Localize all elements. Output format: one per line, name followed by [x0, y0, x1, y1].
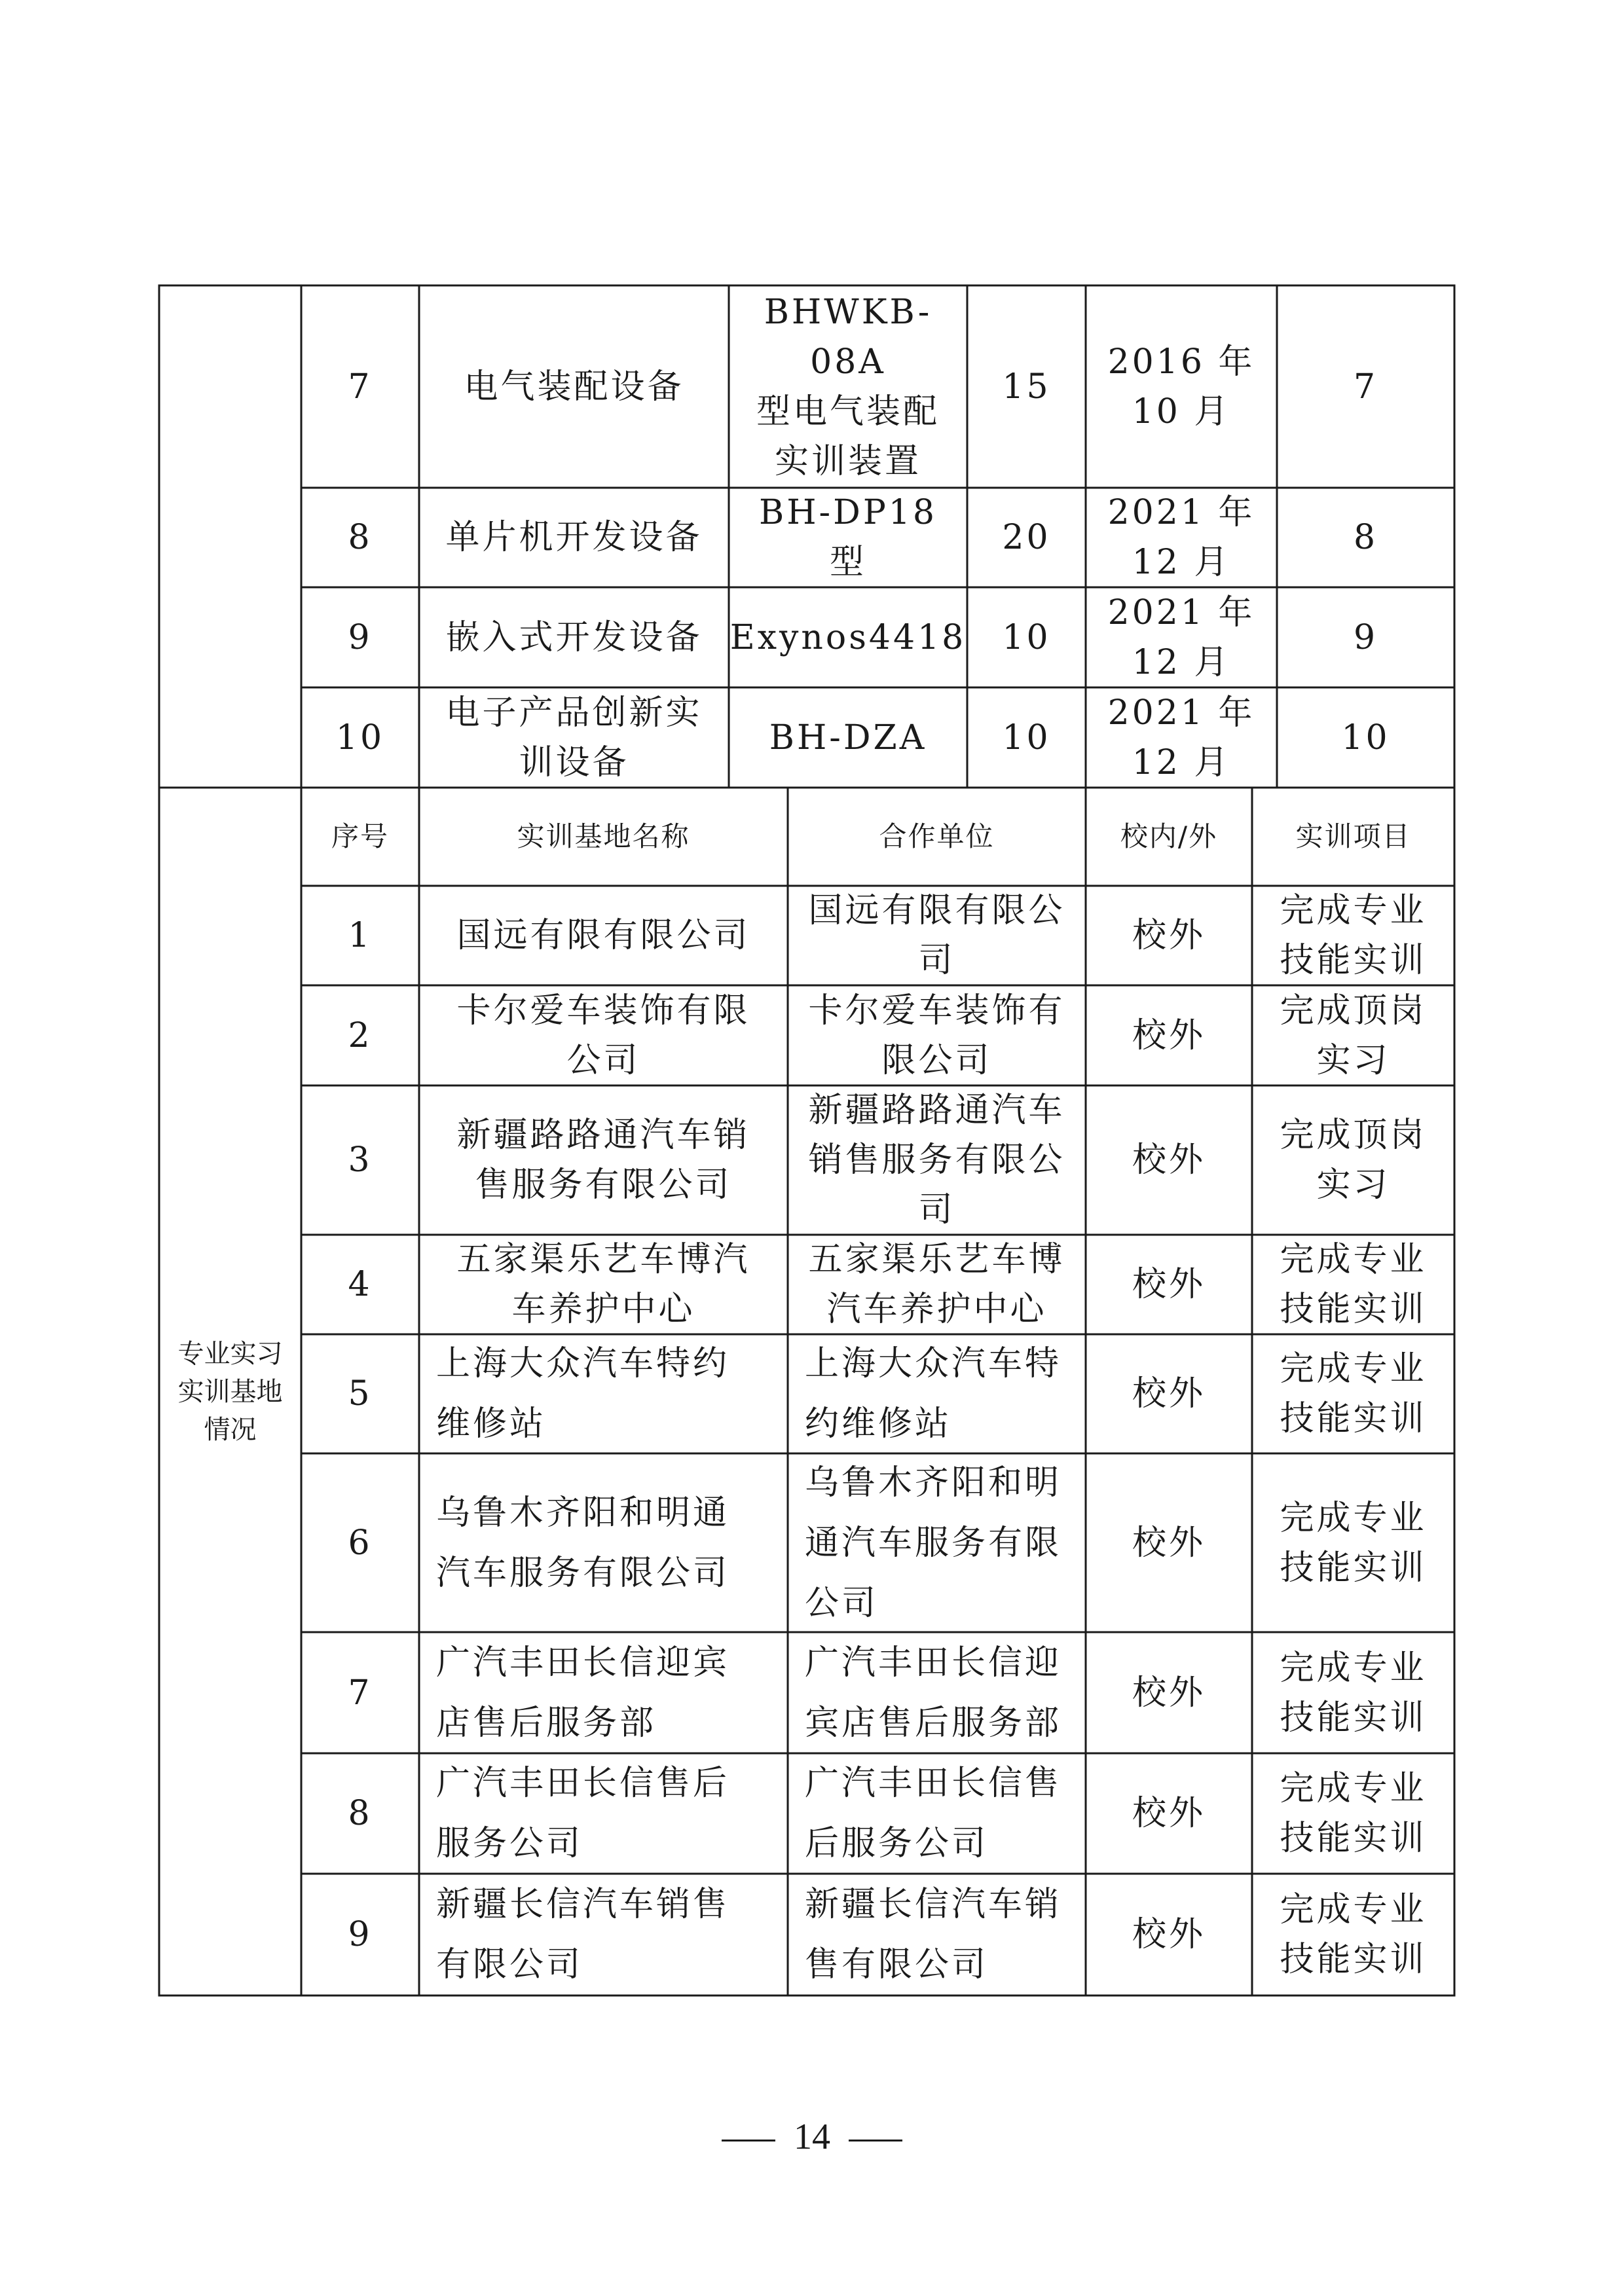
base-row-name: 卡尔爱车装饰有限 公司 — [456, 991, 750, 1080]
equipment-row-seq: 7 — [1353, 367, 1378, 407]
base-row-no: 3 — [348, 1140, 373, 1180]
equipment-row-date: 2021 年 12 月 — [1107, 493, 1255, 582]
base-row-location: 校外 — [1132, 1523, 1206, 1563]
base-row-no: 9 — [348, 1915, 373, 1954]
base-row-partner: 广汽丰田长信售 后服务公司 — [805, 1764, 1062, 1863]
base-row-location: 校外 — [1132, 1265, 1206, 1304]
equipment-row-no: 9 — [348, 617, 373, 657]
base-row-partner: 五家渠乐艺车博 汽车养护中心 — [808, 1240, 1065, 1329]
header-base-name: 实训基地名称 — [517, 820, 690, 852]
equipment-row-model: Exynos4418 — [729, 617, 967, 657]
base-row-name: 上海大众汽车特约 维修站 — [436, 1344, 730, 1444]
equipment-row-seq: 8 — [1353, 518, 1378, 557]
equipment-row-no: 10 — [335, 718, 385, 757]
base-row-location: 校外 — [1132, 916, 1206, 955]
base-row-partner: 卡尔爱车装饰有 限公司 — [808, 991, 1065, 1080]
base-row-no: 4 — [348, 1265, 373, 1304]
base-row-project: 完成专业 技能实训 — [1280, 891, 1427, 980]
base-row-partner: 上海大众汽车特 约维修站 — [805, 1344, 1062, 1444]
equipment-row-name: 嵌入式开发设备 — [445, 617, 703, 657]
equipment-row-model: BHWKB-08A 型电气装配 实训装置 — [756, 292, 940, 481]
equipment-row-no: 7 — [348, 367, 373, 407]
base-row-project: 完成专业 技能实训 — [1280, 1648, 1427, 1738]
header-project: 实训项目 — [1295, 820, 1411, 852]
base-row-partner: 新疆长信汽车销 售有限公司 — [805, 1885, 1062, 1984]
base-row-name: 广汽丰田长信迎宾 店售后服务部 — [436, 1643, 730, 1743]
equipment-row-model: BH-DZA — [769, 718, 927, 757]
equipment-row-name: 电气装配设备 — [464, 367, 684, 407]
base-row-name: 广汽丰田长信售后 服务公司 — [436, 1764, 730, 1863]
base-row-location: 校外 — [1132, 1673, 1206, 1713]
base-row-name: 国远有限有限公司 — [456, 916, 750, 955]
equipment-row-date: 2016 年 10 月 — [1107, 342, 1255, 431]
equipment-row-name: 单片机开发设备 — [445, 518, 703, 557]
equipment-row-qty: 20 — [1002, 518, 1051, 557]
equipment-row-date: 2021 年 12 月 — [1107, 693, 1255, 782]
equipment-row-no: 8 — [348, 518, 373, 557]
page-footer — [0, 2116, 1624, 2158]
base-row-project: 完成专业 技能实训 — [1280, 1769, 1427, 1858]
equipment-row-qty: 10 — [1002, 617, 1051, 657]
section-label: 专业实习 实训基地 情况 — [177, 1338, 283, 1445]
equipment-row-qty: 15 — [1002, 367, 1051, 407]
base-row-name: 新疆长信汽车销售 有限公司 — [436, 1885, 730, 1984]
footer-dash-left — [722, 2140, 775, 2141]
base-row-location: 校外 — [1132, 1140, 1206, 1180]
base-row-location: 校外 — [1132, 1794, 1206, 1833]
header-partner: 合作单位 — [879, 820, 995, 852]
equipment-row-qty: 10 — [1002, 718, 1051, 757]
base-row-project: 完成专业 技能实训 — [1280, 1349, 1427, 1438]
base-row-project: 完成顶岗 实习 — [1280, 1116, 1427, 1205]
base-row-partner: 乌鲁木齐阳和明 通汽车服务有限 公司 — [805, 1463, 1062, 1623]
base-row-no: 1 — [348, 916, 373, 955]
footer-dash-right — [849, 2140, 902, 2141]
base-row-partner: 新疆路路通汽车 销售服务有限公 司 — [808, 1091, 1065, 1230]
base-row-project: 完成专业 技能实训 — [1280, 1890, 1427, 1979]
header-location: 校内/外 — [1120, 820, 1218, 852]
base-row-no: 7 — [348, 1673, 373, 1713]
base-row-partner: 广汽丰田长信迎 宾店售后服务部 — [805, 1643, 1062, 1743]
base-row-location: 校外 — [1132, 1915, 1206, 1954]
base-row-name: 五家渠乐艺车博汽 车养护中心 — [456, 1240, 750, 1329]
base-row-location: 校外 — [1132, 1015, 1206, 1055]
base-row-no: 5 — [348, 1374, 373, 1413]
base-row-location: 校外 — [1132, 1374, 1206, 1413]
equipment-row-name: 电子产品创新实 训设备 — [445, 693, 703, 782]
base-row-no: 8 — [348, 1794, 373, 1833]
base-row-project: 完成专业 技能实训 — [1280, 1240, 1427, 1329]
base-row-project: 完成专业 技能实训 — [1280, 1498, 1427, 1588]
base-row-no: 6 — [348, 1523, 373, 1563]
page-number: 14 — [794, 2117, 830, 2157]
equipment-row-model: BH-DP18 型 — [759, 493, 937, 582]
base-row-no: 2 — [348, 1015, 373, 1055]
equipment-row-date: 2021 年 12 月 — [1107, 592, 1255, 682]
base-row-partner: 国远有限有限公 司 — [808, 891, 1065, 980]
equipment-row-seq: 9 — [1353, 617, 1378, 657]
equipment-row-seq: 10 — [1341, 718, 1390, 757]
base-row-name: 新疆路路通汽车销 售服务有限公司 — [456, 1116, 750, 1205]
base-row-name: 乌鲁木齐阳和明通 汽车服务有限公司 — [436, 1493, 730, 1593]
header-no: 序号 — [331, 820, 389, 852]
base-row-project: 完成顶岗 实习 — [1280, 991, 1427, 1080]
